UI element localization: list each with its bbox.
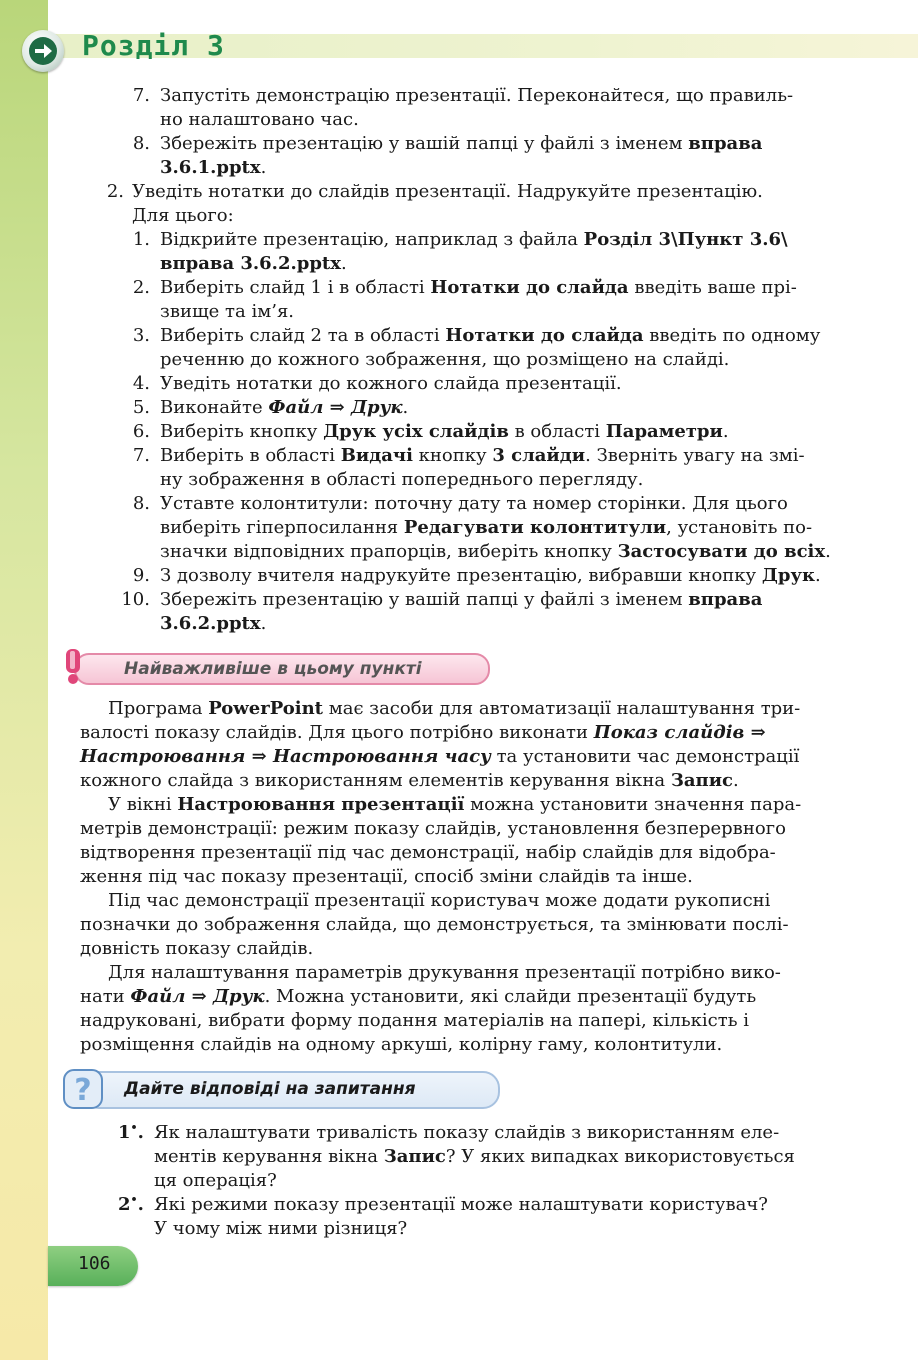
paragraph-line: відтворення презентації під час демонстрації, набір слайдів для відобра- (80, 842, 776, 863)
arrow-right-circle-icon (22, 30, 64, 72)
list-item-line: Виконайте Файл ⇒ Друк. (160, 397, 409, 418)
paragraph-line: метрів демонстрації: режим показу слайдів, установлення безперервного (80, 818, 786, 839)
paragraph-line: кожного слайда з використанням елементів керування вікна Запис. (80, 770, 739, 791)
list-item-line: Виберіть слайд 1 і в області Нотатки до слайда введіть ваше прі- (160, 277, 797, 298)
list-number: 6. (132, 421, 150, 442)
list-item-line: Запустіть демонстрацію презентації. Переконайтеся, що правиль- (160, 85, 794, 106)
list-item-line: звище та ім’я. (160, 301, 295, 322)
list-item-line: реченню до кожного зображення, що розміщено на слайді. (160, 349, 730, 370)
list-item-line: Збережіть презентацію у вашій папці у файлі з іменем вправа (160, 133, 763, 154)
list-number: 4. (132, 373, 150, 394)
svg-text:?: ? (74, 1073, 92, 1108)
important-banner (62, 651, 490, 685)
list-number: 3. (132, 325, 150, 346)
paragraph-line: надруковані, вибрати форму подання матеріалів на папері, кількість і (80, 1010, 749, 1031)
list-item-line: З дозволу вчителя надрукуйте презентацію, вибравши кнопку Друк. (160, 565, 821, 586)
question-line: Як налаштувати тривалість показу слайдів з використанням еле- (154, 1122, 780, 1143)
paragraph-line: розміщення слайдів на одному аркуші, колірну гаму, колонтитули. (80, 1034, 723, 1055)
question-line: Які режими показу презентації може налаштувати користувач? (154, 1194, 768, 1215)
paragraph-line: нати Файл ⇒ Друк. Можна установити, які слайди презентації будуть (80, 986, 757, 1007)
question-line: У чому між ними різниця? (154, 1218, 408, 1239)
list-item-line: 3.6.1.pptx. (160, 157, 267, 178)
question-line: ментів керування вікна Запис? У яких випадках використовується (154, 1146, 795, 1167)
list-item-line: Виберіть слайд 2 та в області Нотатки до слайда введіть по одному (160, 325, 821, 346)
task-number: 2. (106, 181, 124, 202)
question-line: ця операція? (154, 1170, 277, 1191)
question-number: 1•. (118, 1121, 144, 1143)
important-label: Найважливіше в цьому пункті (124, 659, 422, 679)
list-item-line: Виберіть в області Видачі кнопку 3 слайди. Зверніть увагу на змі- (160, 445, 805, 466)
paragraph-line: довність показу слайдів. (80, 938, 314, 959)
list-number: 7. (132, 445, 150, 466)
paragraph-line: Програма PowerPoint має засоби для автоматизації налаштування три- (108, 698, 801, 719)
list-number: 5. (132, 397, 150, 418)
list-item-line: Виберіть кнопку Друк усіх слайдів в області Параметри. (160, 421, 729, 442)
list-item-line: Збережіть презентацію у вашій папці у файлі з іменем вправа (160, 589, 763, 610)
paragraph-line: Для налаштування параметрів друкування презентації потрібно вико- (108, 962, 781, 983)
questions-banner (62, 1068, 502, 1110)
paragraph-line: Під час демонстрації презентації користувач може додати рукописні (108, 890, 771, 911)
paragraph-line: позначки до зображення слайда, що демонструється, та змінювати послі- (80, 914, 789, 935)
list-item-line: но налаштовано час. (160, 109, 359, 130)
list-number: 8. (132, 133, 150, 154)
list-item-line: виберіть гіперпосилання Редагувати колонтитули, установіть по- (160, 517, 813, 538)
list-item-line: 3.6.2.pptx. (160, 613, 267, 634)
question-number: 2•. (118, 1193, 144, 1215)
list-number: 2. (132, 277, 150, 298)
list-number: 1. (132, 229, 150, 250)
list-item-line: Уведіть нотатки до кожного слайда презентації. (160, 373, 622, 394)
paragraph-line: Настроювання ⇒ Настроювання часу та установити час демонстрації (80, 746, 800, 767)
list-number: 9. (132, 565, 150, 586)
list-item-line: ну зображення в області попереднього перегляду. (160, 469, 644, 490)
list-number: 10. (121, 589, 150, 610)
page-sidebar (0, 0, 48, 1360)
task-line: Для цього: (132, 205, 234, 226)
list-number: 8. (132, 493, 150, 514)
list-item-line: вправа 3.6.2.pptx. (160, 253, 347, 274)
paragraph-line: ження під час показу презентації, спосіб зміни слайдів та інше. (80, 866, 693, 887)
exclamation-icon (62, 647, 84, 685)
task-line: Уведіть нотатки до слайдів презентації. Надрукуйте презентацію. (132, 181, 763, 202)
paragraph-line: У вікні Настроювання презентації можна установити значення пара- (108, 794, 802, 815)
page-number: 106 (78, 1253, 111, 1274)
list-item-line: значки відповідних прапорців, виберіть кнопку Застосувати до всіх. (160, 541, 831, 562)
section-title: Розділ 3 (82, 29, 225, 62)
question-mark-icon (62, 1068, 104, 1110)
list-item-line: Відкрийте презентацію, наприклад з файла Розділ 3\Пункт 3.6\ (160, 229, 788, 250)
questions-label: Дайте відповіді на запитання (124, 1079, 416, 1099)
paragraph-line: валості показу слайдів. Для цього потрібно виконати Показ слайдів ⇒ (80, 722, 766, 743)
list-item-line: Уставте колонтитули: поточну дату та номер сторінки. Для цього (160, 493, 788, 514)
list-number: 7. (132, 85, 150, 106)
